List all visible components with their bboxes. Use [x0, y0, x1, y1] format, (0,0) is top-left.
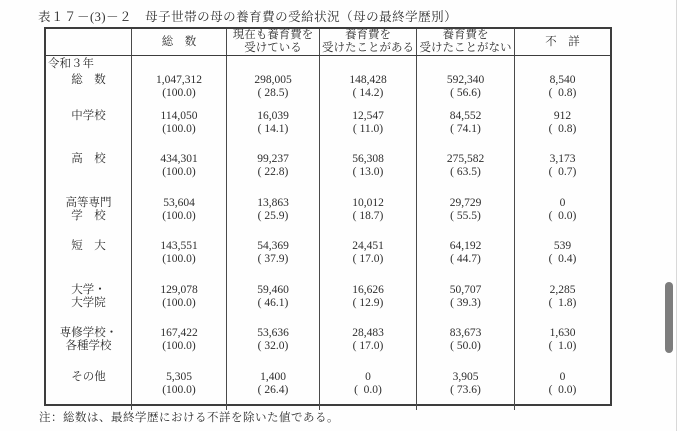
data-cell — [515, 322, 610, 366]
cell-percent: ( 56.6) — [450, 86, 481, 99]
cell-value: 129,078 — [160, 283, 198, 296]
cell-value: 56,308 — [352, 153, 384, 166]
cell-value: 0 — [559, 371, 566, 384]
cell-value: 84,552 — [449, 109, 482, 122]
row-label-line: その他 — [71, 371, 106, 384]
cell-value: 114,050 — [160, 109, 198, 122]
era-label: 令和３年 — [48, 58, 94, 70]
cell-percent: ( 18.7) — [352, 209, 384, 222]
cell-value: 3,905 — [452, 371, 479, 384]
data-cell — [320, 366, 417, 410]
cell-percent: (100.0) — [162, 253, 196, 266]
cell-percent: ( 26.4) — [257, 384, 289, 397]
cell-percent: (100.0) — [162, 296, 196, 309]
cell-percent: (100.0) — [162, 209, 196, 222]
data-cell — [515, 235, 610, 279]
data-cell — [132, 279, 227, 323]
cell-percent: ( 74.1) — [450, 122, 481, 135]
data-cell — [320, 235, 417, 279]
cell-percent: ( 1.0) — [548, 340, 577, 353]
data-cell — [417, 148, 515, 192]
header-label: 養育費を — [442, 29, 489, 41]
row-label-line: 総 数 — [71, 73, 106, 86]
header-label: 不 詳 — [545, 35, 580, 48]
row-label — [46, 366, 131, 384]
cell-percent: ( 12.9) — [352, 296, 384, 309]
cell-percent: ( 22.8) — [257, 166, 289, 179]
cell-percent: ( 0.8) — [548, 86, 577, 99]
header-cell-empty — [46, 29, 132, 55]
cell-percent: ( 44.7) — [450, 253, 481, 266]
data-cell — [132, 366, 227, 410]
table-header-row — [46, 29, 610, 56]
data-cell — [417, 105, 515, 149]
cell-percent: ( 0.0) — [354, 384, 382, 397]
cell-value: 54,369 — [257, 240, 289, 253]
cell-value: 3,173 — [549, 153, 576, 166]
data-cell — [515, 56, 610, 105]
cell-percent: ( 46.1) — [257, 296, 289, 309]
data-cell — [227, 56, 320, 105]
data-cell — [132, 192, 227, 236]
cell-value: 12,547 — [352, 109, 384, 122]
row-label-cell — [46, 148, 132, 192]
cell-value: 24,451 — [352, 240, 384, 253]
cell-value: 1,400 — [260, 371, 286, 384]
cell-percent: (100.0) — [162, 340, 196, 353]
cell-percent: ( 14.1) — [257, 122, 289, 135]
cell-percent: ( 17.0) — [352, 253, 384, 266]
cell-percent: (100.0) — [162, 166, 196, 179]
cell-value: 298,005 — [254, 73, 292, 86]
data-cell — [515, 366, 610, 410]
data-cell — [515, 192, 610, 236]
data-cell — [320, 322, 417, 366]
row-label-cell — [46, 279, 132, 323]
table-row — [46, 366, 610, 410]
data-cell — [417, 322, 515, 366]
cell-percent: (100.0) — [162, 384, 196, 397]
header-cell-unknown — [515, 29, 610, 55]
cell-percent: ( 50.0) — [450, 340, 481, 353]
row-label-cell — [46, 322, 132, 366]
header-label: 総 数 — [161, 35, 197, 48]
data-cell — [417, 279, 515, 323]
cell-value: 50,707 — [449, 283, 482, 296]
cell-value: 434,301 — [160, 153, 198, 166]
data-cell — [320, 56, 417, 105]
row-label-cell — [46, 56, 132, 105]
data-cell — [132, 105, 227, 149]
cell-value: 16,626 — [352, 283, 384, 296]
cell-percent: (100.0) — [162, 122, 196, 135]
cell-percent: ( 25.9) — [257, 209, 289, 222]
header-cell-total — [132, 29, 227, 55]
cell-value: 53,636 — [257, 327, 289, 340]
header-cell-currently-receiving — [227, 29, 320, 55]
cell-value: 28,483 — [352, 327, 384, 340]
table-row — [46, 56, 610, 105]
cell-percent: ( 73.6) — [450, 384, 481, 397]
cell-value: 275,582 — [446, 153, 485, 166]
data-cell — [227, 322, 320, 366]
cell-value: 8,540 — [549, 73, 576, 86]
cell-percent: ( 14.2) — [352, 86, 384, 99]
row-label-line: 各種学校 — [65, 340, 112, 353]
cell-value: 592,340 — [446, 73, 485, 86]
table-row — [46, 279, 610, 323]
cell-percent: ( 63.5) — [450, 166, 481, 179]
cell-value: 148,428 — [349, 73, 387, 86]
row-label-line: 学 校 — [71, 209, 106, 222]
cell-value: 912 — [553, 109, 572, 122]
cell-percent: ( 55.5) — [450, 209, 481, 222]
cell-percent: ( 1.8) — [548, 296, 577, 309]
cell-percent: ( 0.0) — [548, 384, 577, 397]
cell-percent: ( 32.0) — [257, 340, 289, 353]
table-row — [46, 322, 610, 366]
scrollbar-thumb[interactable] — [665, 282, 673, 353]
cell-value: 0 — [559, 196, 566, 209]
data-cell — [320, 192, 417, 236]
header-label: 現在も養育費を — [232, 29, 314, 41]
data-cell — [515, 105, 610, 149]
data-cell — [227, 279, 320, 323]
data-cell — [515, 279, 610, 323]
table-row — [46, 148, 610, 192]
cell-percent: ( 17.0) — [352, 340, 384, 353]
cell-value: 83,673 — [449, 327, 482, 340]
cell-percent: ( 0.8) — [548, 122, 577, 135]
row-label-cell — [46, 105, 132, 149]
cell-value: 13,863 — [257, 196, 289, 209]
cell-value: 16,039 — [257, 109, 289, 122]
cell-value: 143,551 — [160, 240, 198, 253]
data-cell — [227, 148, 320, 192]
data-cell — [417, 235, 515, 279]
table-row — [46, 105, 610, 149]
cell-value: 29,729 — [449, 196, 482, 209]
data-cell — [417, 192, 515, 236]
cell-percent: (100.0) — [162, 86, 196, 99]
data-cell — [515, 148, 610, 192]
cell-value: 1,630 — [549, 327, 576, 340]
data-cell — [417, 56, 515, 105]
cell-value: 539 — [553, 240, 572, 253]
data-cell — [320, 279, 417, 323]
cell-value: 59,460 — [257, 283, 289, 296]
row-label — [46, 74, 131, 87]
data-cell — [132, 148, 227, 192]
cell-value: 5,305 — [166, 371, 192, 384]
header-label: 受けたことがある — [322, 42, 414, 54]
row-label-line: 大学・ — [71, 283, 106, 296]
row-label-line: 中学校 — [71, 109, 106, 122]
cell-percent: ( 13.0) — [352, 166, 384, 179]
cell-value: 2,285 — [549, 283, 576, 296]
data-cell — [417, 366, 515, 410]
data-cell — [320, 148, 417, 192]
cell-value: 53,604 — [163, 196, 195, 209]
row-label — [46, 322, 131, 353]
row-label — [46, 105, 131, 123]
row-label-cell — [46, 192, 132, 236]
data-cell — [132, 56, 227, 105]
cell-percent: ( 0.0) — [548, 209, 577, 222]
row-label-line: 短 大 — [71, 240, 106, 253]
cell-value: 167,422 — [160, 327, 198, 340]
footnote: 注：総数は、最終学歴における不詳を除いた値である。 — [39, 412, 339, 424]
cell-percent: ( 39.3) — [450, 296, 481, 309]
data-cell — [320, 105, 417, 149]
row-label-cell — [46, 366, 132, 410]
data-cell — [227, 366, 320, 410]
table-body — [46, 56, 610, 410]
row-label-line: 専修学校・ — [59, 327, 118, 340]
row-label — [46, 192, 131, 223]
cell-value: 99,237 — [257, 153, 289, 166]
header-label: 受けたことがない — [419, 42, 512, 54]
scrollbar-track — [676, 0, 677, 431]
data-cell — [132, 322, 227, 366]
row-label — [46, 148, 131, 166]
header-label: 受けている — [244, 42, 302, 54]
cell-value: 10,012 — [352, 196, 384, 209]
header-cell-never-received — [417, 29, 515, 55]
row-label — [46, 279, 131, 310]
row-label-cell — [46, 235, 132, 279]
table-title: 表１７－(3)－２ 母子世帯の母の養育費の受給状況（母の最終学歴別） — [38, 10, 458, 24]
statistics-table — [44, 27, 612, 406]
cell-percent: ( 28.5) — [257, 86, 289, 99]
row-label — [46, 235, 131, 253]
row-label-line: 高等専門 — [65, 196, 112, 209]
cell-percent: ( 11.0) — [352, 122, 384, 135]
data-cell — [132, 235, 227, 279]
row-label-line: 大学院 — [71, 296, 106, 309]
data-cell — [227, 105, 320, 149]
header-label: 養育費を — [345, 29, 391, 41]
table-row — [46, 192, 610, 236]
table-row — [46, 235, 610, 279]
cell-value: 0 — [365, 371, 371, 384]
cell-percent: ( 37.9) — [257, 253, 289, 266]
cell-value: 1,047,312 — [156, 73, 202, 86]
cell-percent: ( 0.7) — [548, 166, 577, 179]
data-cell — [227, 235, 320, 279]
cell-percent: ( 0.4) — [548, 253, 577, 266]
data-cell — [227, 192, 320, 236]
row-label-line: 高 校 — [71, 153, 106, 166]
cell-value: 64,192 — [449, 240, 482, 253]
header-cell-received-before — [320, 29, 417, 55]
